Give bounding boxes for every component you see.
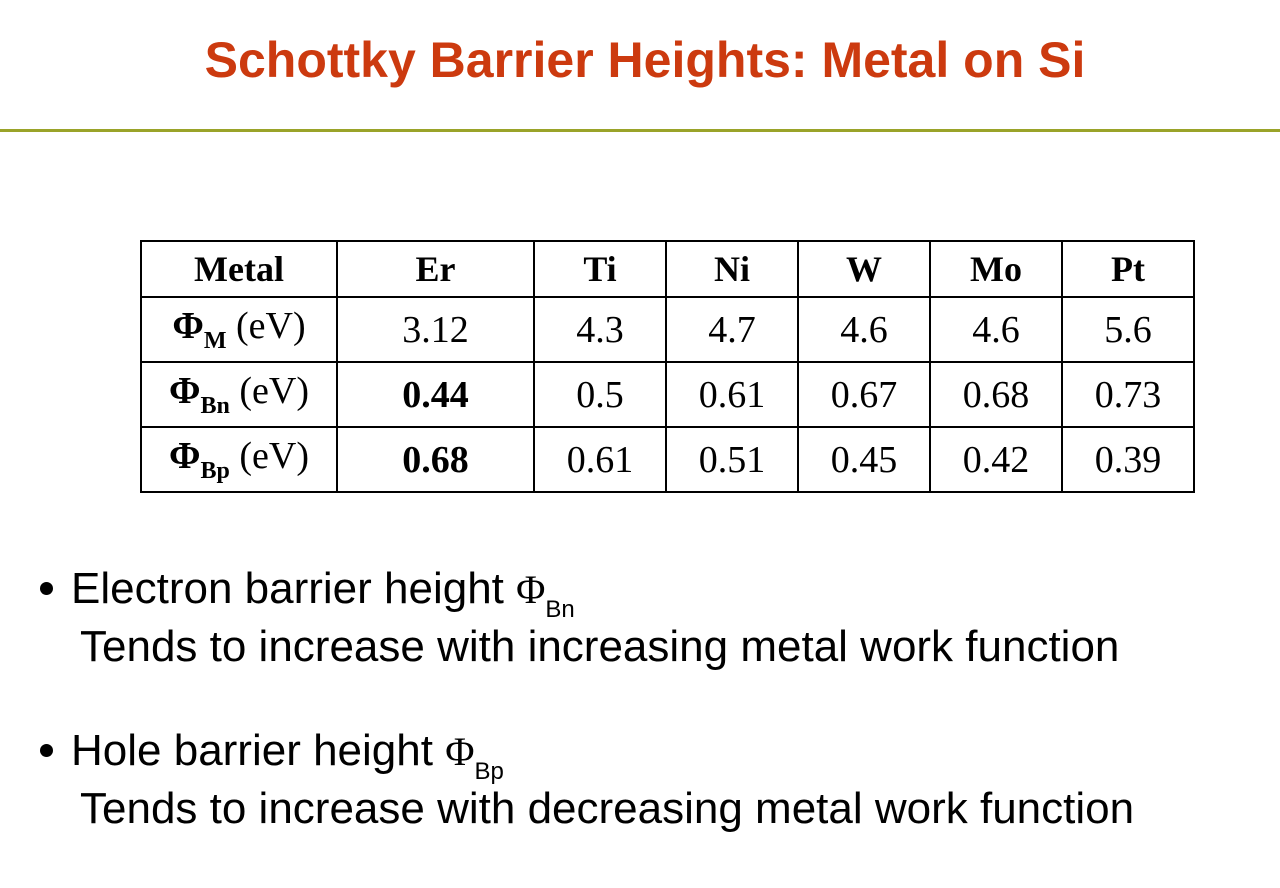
table-cell: 4.7 — [666, 297, 798, 362]
header-w: W — [798, 241, 930, 297]
bullet-label: Electron barrier height — [71, 564, 504, 613]
row-label-phi-bn — [141, 362, 337, 427]
phi-symbol: Φ — [169, 370, 201, 412]
bullet-label: Hole barrier height — [71, 726, 433, 775]
bullet-list — [40, 560, 1270, 838]
header-mo: Mo — [930, 241, 1062, 297]
unit-label: (eV) — [239, 435, 309, 477]
table-cell: 0.44 — [337, 362, 534, 427]
table-cell: 4.6 — [930, 297, 1062, 362]
header-ti: Ti — [534, 241, 666, 297]
table-row-electron-barrier — [141, 362, 1194, 427]
table-cell: 0.42 — [930, 427, 1062, 492]
phi-subscript: Bn — [200, 393, 230, 419]
phi-subscript: Bp — [200, 458, 230, 484]
table-cell: 0.73 — [1062, 362, 1194, 427]
table-cell: 0.68 — [930, 362, 1062, 427]
bullet-dot-icon — [40, 744, 53, 757]
unit-label: (eV) — [239, 370, 309, 412]
table-header-row — [141, 241, 1194, 297]
barrier-height-table — [140, 240, 1195, 493]
header-er: Er — [337, 241, 534, 297]
bullet-detail: Tends to increase with decreasing metal work function — [80, 784, 1135, 833]
phi-subscript: Bp — [474, 758, 504, 785]
table-cell: 0.45 — [798, 427, 930, 492]
header-ni: Ni — [666, 241, 798, 297]
table-cell: 3.12 — [337, 297, 534, 362]
bullet-hole-barrier — [40, 722, 1270, 785]
table-cell: 0.61 — [534, 427, 666, 492]
phi-symbol: Φ — [445, 729, 475, 774]
unit-label: (eV) — [236, 305, 306, 347]
bullet-dot-icon — [40, 582, 53, 595]
table-cell: 0.68 — [337, 427, 534, 492]
header-pt: Pt — [1062, 241, 1194, 297]
table-cell: 0.5 — [534, 362, 666, 427]
header-metal: Metal — [141, 241, 337, 297]
slide-title: Schottky Barrier Heights: Metal on Si — [204, 32, 1086, 88]
table-cell: 0.67 — [798, 362, 930, 427]
phi-subscript: M — [203, 328, 227, 354]
table-cell: 0.39 — [1062, 427, 1194, 492]
phi-symbol: Φ — [172, 305, 204, 347]
table-cell: 4.3 — [534, 297, 666, 362]
bullet-detail: Tends to increase with increasing metal work function — [80, 622, 1120, 671]
phi-symbol: Φ — [516, 567, 546, 612]
phi-subscript: Bn — [545, 596, 575, 623]
table-cell: 0.51 — [666, 427, 798, 492]
row-label-phi-m — [141, 297, 337, 362]
table-row-hole-barrier — [141, 427, 1194, 492]
table-cell: 5.6 — [1062, 297, 1194, 362]
table-row-work-function — [141, 297, 1194, 362]
title-divider — [0, 129, 1280, 132]
row-label-phi-bp — [141, 427, 337, 492]
phi-symbol: Φ — [169, 435, 201, 477]
table-cell: 4.6 — [798, 297, 930, 362]
bullet-electron-barrier — [40, 560, 1270, 623]
table-cell: 0.61 — [666, 362, 798, 427]
